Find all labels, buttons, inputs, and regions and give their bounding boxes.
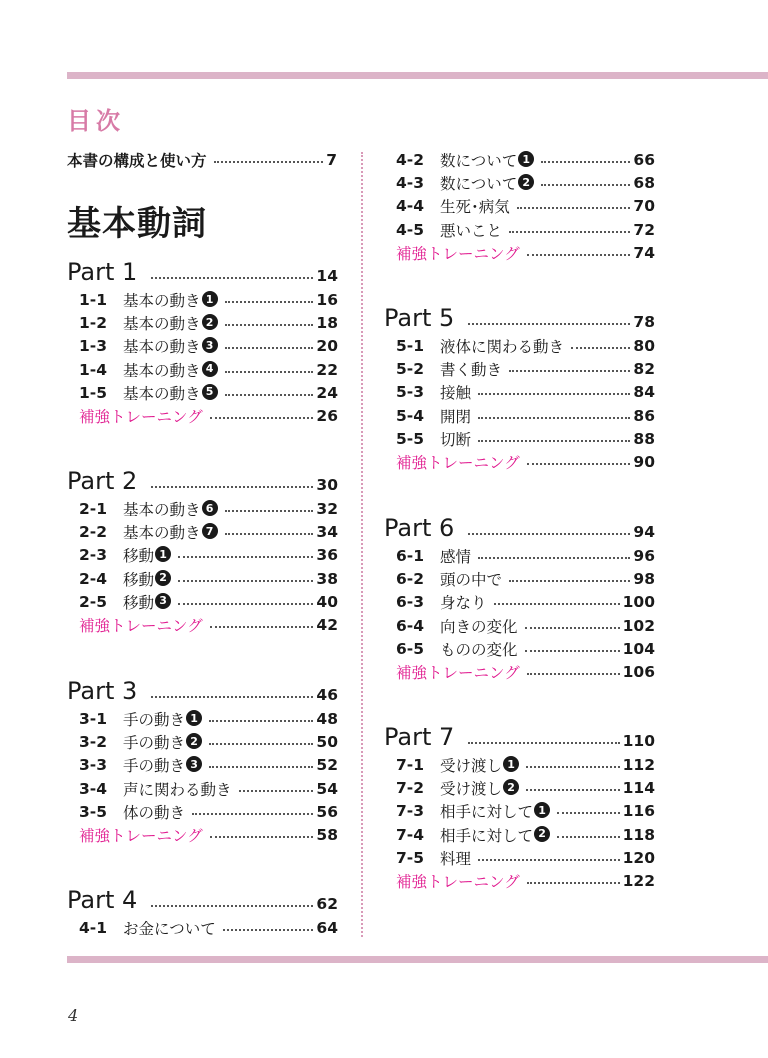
dot-leader — [239, 790, 314, 792]
circled-number-icon: 2 — [518, 174, 534, 190]
toc-entry[interactable] — [79, 707, 338, 731]
dot-leader — [541, 161, 630, 163]
entry-number: 6-2 — [396, 570, 425, 589]
dot-leader — [571, 347, 630, 349]
circled-number-icon: 2 — [186, 733, 202, 749]
entry-page: 106 — [622, 663, 655, 681]
entry-number: 2-4 — [79, 569, 108, 588]
dot-leader — [210, 836, 314, 838]
toc-entry[interactable] — [396, 660, 655, 684]
dot-leader — [192, 813, 313, 815]
entry-label: 基本の動き — [123, 315, 201, 334]
entry-page: 66 — [633, 151, 655, 169]
entry-number: 1-3 — [79, 337, 108, 356]
dot-leader — [151, 486, 313, 488]
dot-leader — [557, 812, 620, 814]
dot-leader — [225, 533, 314, 535]
entry-number: 3-3 — [79, 756, 108, 775]
entry-page: 26 — [316, 407, 338, 425]
entry-page: 22 — [316, 360, 338, 379]
entry-number: 5-2 — [396, 360, 425, 379]
entry-label: 接触 — [440, 384, 472, 403]
toc-entry[interactable] — [79, 613, 338, 637]
dot-leader — [468, 323, 630, 325]
entry-number: 3-5 — [79, 802, 108, 821]
circled-number-icon: 1 — [155, 546, 171, 562]
circled-number-icon: 1 — [534, 802, 550, 818]
entry-number: 6-1 — [396, 547, 425, 565]
entry-label: 手の動き — [123, 757, 186, 776]
entry-page: 102 — [622, 616, 655, 635]
entry-label: 基本の動き — [123, 338, 201, 357]
entry-label: 開閉 — [440, 407, 472, 426]
column-divider — [361, 152, 363, 937]
entry-number: 7-5 — [396, 848, 425, 867]
entry-number: 6-4 — [396, 616, 425, 635]
entry-page: 54 — [316, 779, 338, 798]
entry-page: 58 — [316, 826, 338, 844]
entry-label: 頭の中で — [440, 571, 503, 590]
section-title: 基本動詞 — [67, 204, 207, 244]
dot-leader — [517, 207, 631, 209]
entry-label: 生死･病気 — [440, 198, 510, 217]
part-heading-5[interactable] — [384, 298, 655, 332]
dot-leader — [151, 905, 313, 907]
entry-page: 50 — [316, 733, 338, 752]
entry-number: 5-4 — [396, 406, 425, 425]
bottom-rule — [67, 956, 768, 963]
toc-entry[interactable] — [396, 380, 655, 404]
dot-leader — [151, 696, 313, 698]
toc-entry[interactable] — [79, 311, 338, 335]
dot-leader — [178, 556, 313, 558]
entry-label: 体の動き — [123, 803, 186, 822]
dot-leader — [225, 347, 314, 349]
entry-number: 5-3 — [396, 383, 425, 402]
toc-entry[interactable] — [396, 637, 655, 661]
entry-page: 80 — [633, 337, 655, 355]
entry-page: 32 — [316, 500, 338, 518]
dot-leader — [151, 277, 313, 279]
part-label: Part 7 — [384, 723, 455, 751]
toc-entry[interactable] — [396, 799, 655, 823]
entry-page: 112 — [622, 756, 655, 774]
entry-number: 6-3 — [396, 593, 425, 612]
toc-entry[interactable] — [396, 171, 655, 195]
entry-number: 1-2 — [79, 314, 108, 333]
entry-label: 数について — [440, 175, 518, 194]
toc-entry[interactable] — [79, 358, 338, 382]
entry-number: 7-2 — [396, 779, 425, 798]
toc-entry[interactable] — [79, 777, 338, 801]
dot-leader — [225, 301, 314, 303]
part-heading-7[interactable] — [384, 717, 655, 751]
entry-page: 36 — [316, 546, 338, 565]
entry-label: 手の動き — [123, 734, 186, 753]
entry-page: 18 — [316, 314, 338, 333]
dot-leader — [509, 370, 630, 372]
entry-number: 7-4 — [396, 825, 425, 844]
part-heading-2[interactable] — [67, 461, 338, 495]
toc-entry[interactable] — [79, 753, 338, 777]
circled-number-icon: 3 — [155, 593, 171, 609]
dot-leader — [527, 673, 620, 675]
entry-page: 82 — [633, 360, 655, 379]
entry-page: 98 — [633, 570, 655, 589]
dot-leader — [525, 650, 620, 652]
entry-label: 料理 — [440, 849, 472, 868]
entry-number: 4-1 — [79, 919, 108, 937]
entry-number: 4-4 — [396, 197, 425, 216]
entry-number: 4-3 — [396, 174, 425, 193]
entry-number: 1-1 — [79, 291, 108, 309]
entry-label: お金について — [123, 920, 216, 938]
circled-number-icon: 2 — [534, 826, 550, 842]
dot-leader — [209, 743, 313, 745]
circled-number-icon: 1 — [518, 151, 534, 167]
entry-number: 7-3 — [396, 802, 425, 821]
entry-label: 声に関わる動き — [123, 780, 232, 799]
toc-entry[interactable] — [396, 846, 655, 870]
entry-page: 88 — [633, 429, 655, 448]
toc-entry[interactable] — [79, 800, 338, 824]
entry-label: 補強トレーニング — [79, 617, 203, 635]
entry-label: 悪いこと — [440, 221, 503, 240]
entry-label: 身なり — [440, 594, 487, 613]
dot-leader — [468, 742, 619, 744]
part-page: 94 — [633, 523, 655, 541]
toc-entry[interactable] — [79, 567, 338, 591]
toc-entry[interactable] — [396, 334, 655, 358]
part-label: Part 2 — [67, 467, 138, 495]
entry-page: 38 — [316, 569, 338, 588]
dot-leader — [478, 417, 630, 419]
entry-label: 移動 — [123, 547, 155, 566]
dot-leader — [478, 859, 620, 861]
dot-leader — [527, 882, 620, 884]
part-heading-3[interactable] — [67, 671, 338, 705]
dot-leader — [225, 394, 314, 396]
entry-page: 52 — [316, 756, 338, 775]
circled-number-icon: 1 — [186, 710, 202, 726]
toc-entry-intro[interactable] — [67, 148, 337, 172]
entry-number: 4-5 — [396, 220, 425, 239]
entry-label: 補強トレーニング — [396, 454, 520, 472]
dot-leader — [178, 580, 313, 582]
entry-page: 118 — [622, 825, 655, 844]
dot-leader — [527, 463, 631, 465]
entry-page: 72 — [633, 220, 655, 239]
entry-page: 20 — [316, 337, 338, 356]
toc-entry[interactable] — [396, 567, 655, 591]
part-label: Part 5 — [384, 304, 455, 332]
dot-leader — [509, 231, 630, 233]
entry-label: 手の動き — [123, 711, 186, 729]
entry-page: 34 — [316, 523, 338, 542]
part-page: 14 — [316, 267, 338, 285]
entry-page: 116 — [622, 802, 655, 821]
entry-label: 補強トレーニング — [79, 408, 203, 426]
toc-entry[interactable] — [396, 241, 655, 265]
entry-label: 切断 — [440, 430, 472, 449]
dot-leader — [526, 766, 620, 768]
circled-number-icon: 4 — [202, 361, 218, 377]
entry-number: 3-2 — [79, 733, 108, 752]
part-label: Part 1 — [67, 258, 138, 286]
entry-number: 3-1 — [79, 710, 108, 728]
toc-entry[interactable] — [396, 869, 655, 893]
part-page: 110 — [622, 732, 655, 750]
dot-leader — [209, 720, 313, 722]
dot-leader — [210, 626, 314, 628]
dot-leader — [214, 161, 324, 163]
circled-number-icon: 2 — [503, 779, 519, 795]
dot-leader — [509, 580, 630, 582]
entry-label: 補強トレーニング — [396, 873, 520, 891]
entry-page: 74 — [633, 243, 655, 262]
part-page: 46 — [316, 686, 338, 704]
entry-label: 基本の動き — [123, 384, 201, 403]
part-heading-4[interactable] — [67, 880, 338, 914]
dot-leader — [478, 557, 630, 559]
entry-label: 基本の動き — [123, 501, 201, 519]
toc-entry[interactable] — [396, 404, 655, 428]
entry-page: 68 — [633, 174, 655, 193]
dot-leader — [178, 603, 313, 605]
part-heading-6[interactable] — [384, 508, 655, 542]
entry-label: 補強トレーニング — [396, 664, 520, 682]
toc-entry[interactable] — [396, 148, 655, 172]
dot-leader — [478, 440, 630, 442]
dot-leader — [478, 393, 630, 395]
toc-entry[interactable] — [396, 776, 655, 800]
toc-entry[interactable] — [396, 823, 655, 847]
entry-label: ものの変化 — [440, 640, 518, 659]
entry-page: 48 — [316, 710, 338, 728]
toc-entry[interactable] — [396, 753, 655, 777]
toc-entry[interactable] — [79, 381, 338, 405]
toc-entry[interactable] — [79, 823, 338, 847]
part-page: 78 — [633, 313, 655, 331]
entry-label: 基本の動き — [123, 524, 201, 543]
entry-page: 100 — [622, 593, 655, 612]
circled-number-icon: 6 — [202, 500, 218, 516]
entry-page: 122 — [622, 872, 655, 890]
circled-number-icon: 2 — [155, 570, 171, 586]
entry-number: 2-2 — [79, 523, 108, 542]
dot-leader — [225, 371, 314, 373]
part-label: Part 4 — [67, 886, 138, 914]
part-page: 62 — [316, 895, 338, 913]
entry-number: 1-4 — [79, 360, 108, 379]
circled-number-icon: 1 — [202, 291, 218, 307]
entry-label: 移動 — [123, 570, 155, 589]
top-rule — [67, 72, 768, 79]
dot-leader — [209, 766, 313, 768]
toc-title: 目次 — [67, 107, 125, 135]
toc-entry[interactable] — [396, 450, 655, 474]
entry-label: 数について — [440, 152, 518, 170]
toc-entry[interactable] — [396, 614, 655, 638]
circled-number-icon: 3 — [186, 756, 202, 772]
entry-label: 基本の動き — [123, 361, 201, 380]
entry-page: 104 — [622, 639, 655, 658]
entry-label: 補強トレーニング — [396, 244, 520, 263]
dot-leader — [557, 836, 620, 838]
entry-label: 受け渡し — [440, 757, 503, 775]
dot-leader — [527, 254, 631, 256]
part-heading-1[interactable] — [67, 252, 338, 286]
entry-label: 液体に関わる動き — [440, 338, 565, 356]
entry-label: 相手に対して — [440, 803, 534, 822]
entry-page: 64 — [316, 919, 338, 937]
toc-entry[interactable] — [396, 427, 655, 451]
toc-entry[interactable] — [79, 520, 338, 544]
part-label: Part 3 — [67, 677, 138, 705]
circled-number-icon: 3 — [202, 337, 218, 353]
page-number: 4 — [68, 1006, 79, 1025]
entry-page: 56 — [316, 802, 338, 821]
entry-label: 向きの変化 — [440, 617, 518, 636]
entry-number: 3-4 — [79, 779, 108, 798]
toc-entry[interactable] — [79, 288, 338, 312]
entry-page: 120 — [622, 848, 655, 867]
entry-page: 16 — [316, 291, 338, 309]
entry-number: 2-5 — [79, 592, 108, 611]
toc-entry[interactable] — [79, 404, 338, 428]
circled-number-icon: 7 — [202, 523, 218, 539]
entry-label: 書く動き — [440, 361, 503, 380]
toc-entry[interactable] — [396, 590, 655, 614]
toc-entry[interactable] — [396, 194, 655, 218]
toc-entry[interactable] — [79, 916, 338, 940]
entry-page: 86 — [633, 406, 655, 425]
toc-entry[interactable] — [79, 730, 338, 754]
entry-label: 移動 — [123, 593, 155, 612]
part-label: Part 6 — [384, 514, 455, 542]
toc-entry[interactable] — [396, 218, 655, 242]
entry-number: 7-1 — [396, 756, 425, 774]
dot-leader — [541, 184, 630, 186]
entry-number: 2-3 — [79, 546, 108, 565]
entry-label: 受け渡し — [440, 780, 503, 799]
circled-number-icon: 5 — [202, 384, 218, 400]
entry-page: 114 — [622, 779, 655, 798]
entry-page: 40 — [316, 592, 338, 611]
entry-number: 4-2 — [396, 151, 425, 169]
entry-label: 基本の動き — [123, 292, 201, 310]
entry-label: 相手に対して — [440, 826, 534, 845]
entry-page: 84 — [633, 383, 655, 402]
dot-leader — [526, 789, 620, 791]
entry-page: 90 — [633, 453, 655, 471]
entry-number: 1-5 — [79, 383, 108, 402]
dot-leader — [225, 510, 314, 512]
toc-entry[interactable] — [396, 544, 655, 568]
circled-number-icon: 1 — [503, 756, 519, 772]
circled-number-icon: 2 — [202, 314, 218, 330]
toc-entry[interactable] — [79, 543, 338, 567]
toc-entry[interactable] — [79, 334, 338, 358]
entry-number: 6-5 — [396, 639, 425, 658]
toc-entry[interactable] — [396, 357, 655, 381]
part-page: 30 — [316, 476, 338, 494]
entry-page: 70 — [633, 197, 655, 216]
dot-leader — [494, 603, 620, 605]
entry-page: 42 — [316, 616, 338, 634]
dot-leader — [468, 533, 630, 535]
dot-leader — [525, 627, 620, 629]
entry-page: 24 — [316, 383, 338, 402]
dot-leader — [210, 417, 314, 419]
dot-leader — [225, 324, 314, 326]
entry-label: 感情 — [440, 548, 472, 566]
toc-entry[interactable] — [79, 590, 338, 614]
toc-entry[interactable] — [79, 497, 338, 521]
entry-page: 7 — [326, 151, 337, 169]
entry-label: 補強トレーニング — [79, 827, 203, 845]
entry-label: 本書の構成と使い方 — [67, 152, 207, 170]
entry-page: 96 — [633, 547, 655, 565]
entry-number: 2-1 — [79, 500, 108, 518]
dot-leader — [223, 929, 314, 931]
entry-number: 5-1 — [396, 337, 425, 355]
entry-number: 5-5 — [396, 429, 425, 448]
